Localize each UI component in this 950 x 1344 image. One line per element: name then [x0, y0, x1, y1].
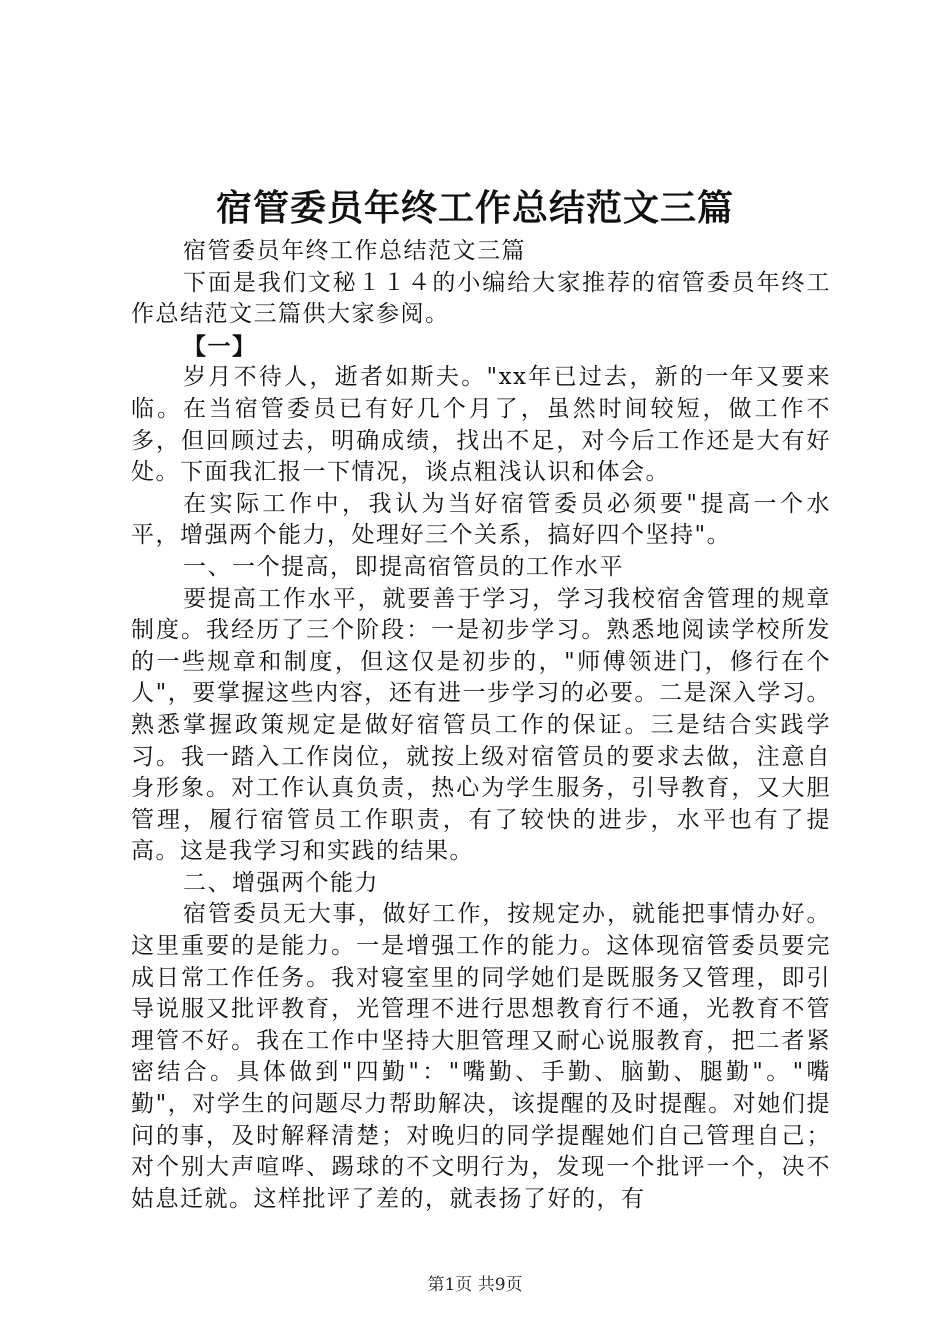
- page-number: 第1页: [427, 1275, 473, 1295]
- body-paragraph: 在实际工作中，我认为当好宿管委员必须要"提高一个水平，增强两个能力，处理好三个关系，搞好四个坚持"。: [131, 490, 831, 549]
- document-body: [131, 236, 831, 1215]
- body-paragraph: 宿管委员无大事，做好工作，按规定办，就能把事情办好。这里重要的是能力。一是增强工作的能力。这体现宿管委员要完成日常工作任务。我对寝室里的同学她们是既服务又管理，即引导说服又批评教育，光管理不进行思想教育行不通，光教育不管理管不好。我在工作中坚持大胆管理又耐心说服教育，把二者紧密结合。具体做到"四勤"："嘴勤、手勤、脑勤、腿勤"。"嘴勤"，对学生的问题尽力帮助解决，该提醒的及时提醒。对她们提问的事，及时解释清楚；对晚归的同学提醒她们自己管理自己；对个别大声喧哗、踢球的不文明行为，发现一个批评一个，决不姑息迁就。这样批评了差的，就表扬了好的，有: [131, 901, 831, 1212]
- page-footer: [0, 1273, 950, 1297]
- page-total: 共9页: [477, 1275, 523, 1295]
- section-heading: 二、增强两个能力: [183, 869, 379, 896]
- document-title: 宿管委员年终工作总结范文三篇: [215, 187, 734, 229]
- section-marker: 【一】: [183, 332, 257, 360]
- section-heading: 一、一个提高，即提高宿管员的工作水平: [183, 553, 624, 580]
- intro-paragraph: 下面是我们文秘１１４的小编给大家推荐的宿管委员年终工作总结范文三篇供大家参阅。: [131, 269, 831, 328]
- body-paragraph: 要提高工作水平，就要善于学习，学习我校宿舍管理的规章制度。我经历了三个阶段：一是初步学习。熟悉地阅读学校所发的一些规章和制度，但这仅是初步的，"师傅领进门，修行在个人"，要掌握这些内容，还有进一步学习的必要。二是深入学习。熟悉掌握政策规定是做好宿管员工作的保证。三是结合实践学习。我一踏入工作岗位，就按上级对宿管员的要求去做，注意自身形象。对工作认真负责，热心为学生服务，引导教育，又大胆管理，履行宿管员工作职责，有了较快的进步，水平也有了提高。这是我学习和实践的结果。: [131, 585, 831, 865]
- subtitle-paragraph: 宿管委员年终工作总结范文三篇: [183, 238, 526, 264]
- body-paragraph: 岁月不待人，逝者如斯夫。"xx年已过去，新的一年又要来临。在当宿管委员已有好几个月了，虽然时间较短，做工作不多，但回顾过去，明确成绩，找出不足，对今后工作还是大有好处。下面我汇报一下情况，谈点粗浅认识和体会。: [131, 364, 831, 486]
